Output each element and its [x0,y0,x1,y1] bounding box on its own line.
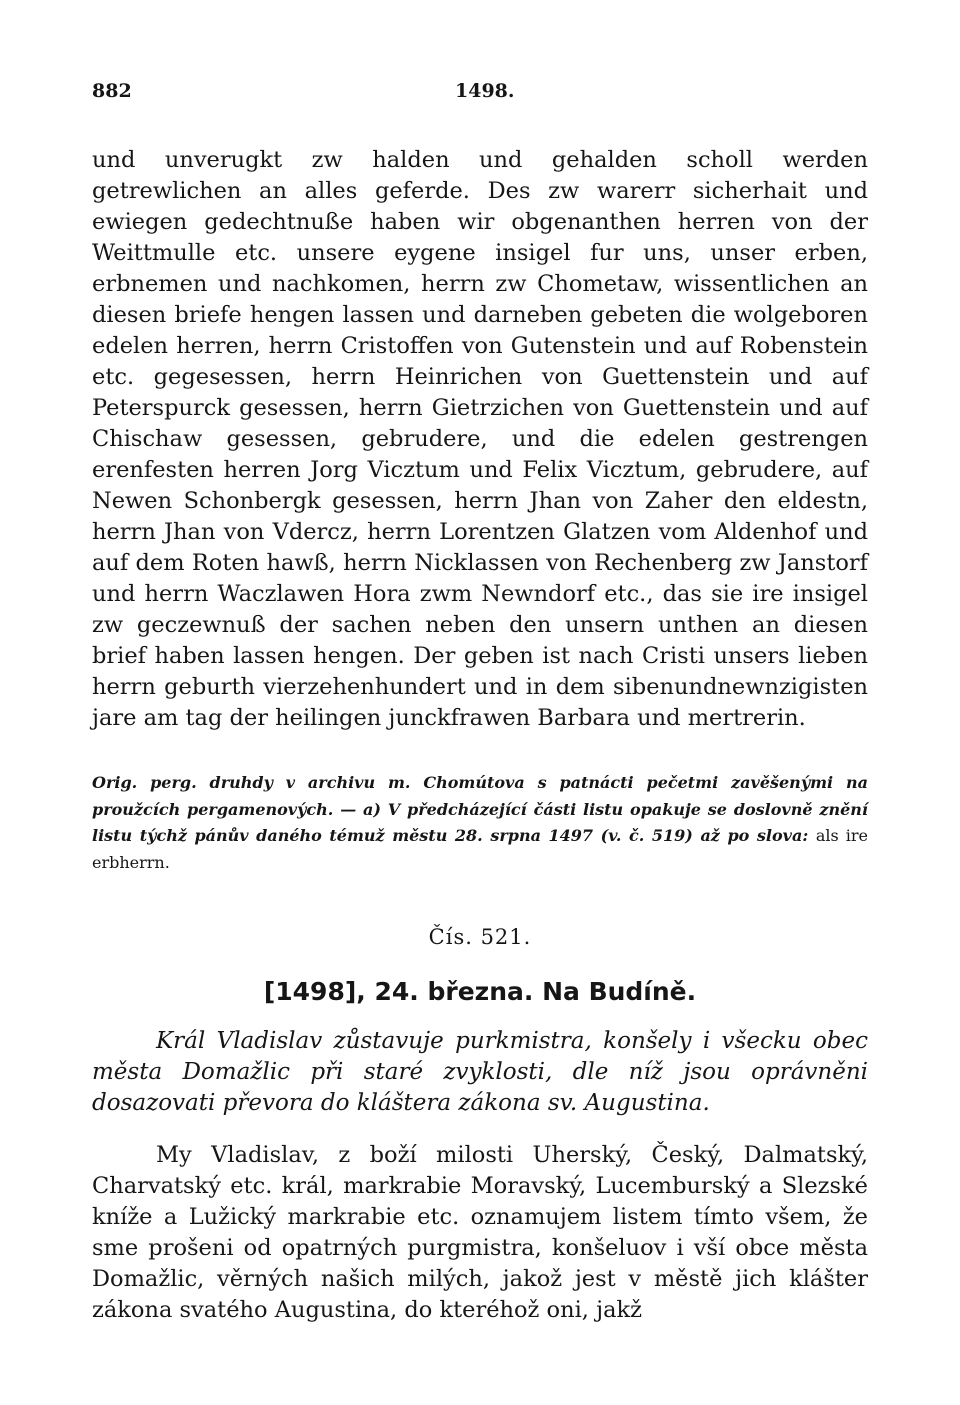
running-header-year: 1498. [455,80,515,102]
document-number: Čís. 521. [428,925,532,949]
footnotes [92,770,868,876]
page-header [92,80,868,110]
page-number: 882 [92,80,132,102]
footnote-quote: als ire erbherrn. [92,826,869,872]
document-date-place: [1498], 24. března. Na Budíně. [263,977,697,1006]
footnote-text: Orig. perg. druhdy v archivu m. Chomútova s patnácti pečetmi zavěšenými na proužcích pergamenových. — a) V předcházející části listu opakuje se doslovně znění listu týchž pánův daného témuž městu 28. srpna 1497 (v. č. 519) až po slova: [92,773,868,845]
document-text: My Vladislav, z boží milosti Uherský, Český, Dalmatský, Charvatský etc. král, markrabie Moravský, Lucemburský a Slezské kníže a Lužický markrabie etc. oznamujem listem tímto všem, že sme prošeni od opatrných purgmistra, konšeluov i vší obce města Domažlic, věrných našich milých, jakož jest v městě jich klášter zákona svatého Augustina, do kteréhož oni, jakž [92,1142,868,1323]
charter-text-continuation: und unverugkt zw halden und gehalden scholl werden getrewlichen an alles geferde. Des zw warerr sicherhait und ewiegen gedechtnuße haben wir obgenanthen herren von der Weittmulle etc. unsere eygene insigel fur uns, unser erben, erbnemen und nachkomen, herrn zw Chometaw, wissentlichen an diesen briefe hengen lassen und darneben gebeten die wolgeboren edelen herren, herrn Cristoffen von Gutenstein und auf Robenstein etc. gegesessen, herrn Heinrichen von Guettenstein und auf Peterspurck gesessen, herrn Gietrzichen von Guettenstein und auf Chischaw gesessen, gebrudere, und die edelen gestrengen erenfesten herren Jorg Vicztum und Felix Vicztum, gebrudere, auf Newen Schonbergk gesessen, herrn Jhan von Zaher den eldestn, herrn Jhan von Vdercz, herrn Lorentzen Glatzen vom Aldenhof und auf dem Roten hawß, herrn Nicklassen von Rechenberg zw Janstorf und herrn Waczlawen Hora zwm Newndorf etc., das sie ire insigel zw geczewnuß der sachen neben den unsern unthen an diesen brief haben lassen hengen. Der geben ist nach Cristi unsers lieben herrn geburth vierzehenhundert und in dem sibenundnewnzigisten jare am tag der heilingen junckfrawen Barbara und mertrerin. [92,147,868,731]
document-summary: Král Vladislav zůstavuje purkmistra, konšely i všecku obec města Domažlic při staré zvyklosti, dle níž jsou oprávněni dosazovati převora do kláštera zákona sv. Augustina. [92,1028,868,1116]
